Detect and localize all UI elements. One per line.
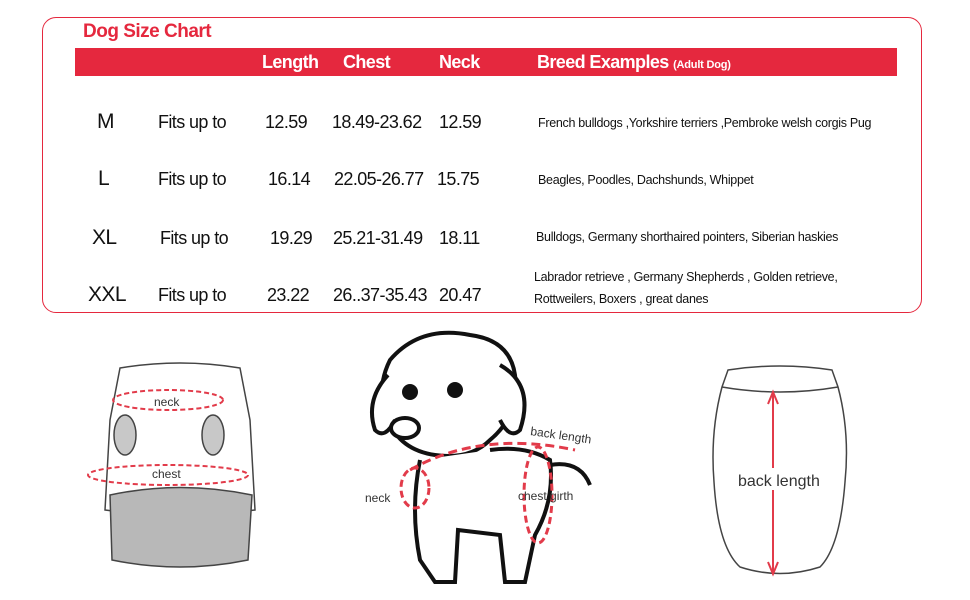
row-fits: Fits up to [158, 169, 227, 189]
header-breed-label: Breed Examples [537, 52, 669, 72]
header-length: Length [262, 52, 319, 72]
back-view-length-label: back length [738, 473, 820, 490]
row-length: 19.29 [270, 228, 313, 248]
row-length: 12.59 [265, 112, 308, 132]
row-length: 23.22 [267, 285, 310, 305]
vest-chest-label: chest [152, 467, 181, 481]
dog-back-length-label: back length [529, 424, 593, 447]
row-size: XXL [88, 283, 126, 306]
row-chest: 18.49-23.62 [332, 112, 422, 132]
header-breed-note: (Adult Dog) [673, 59, 731, 71]
row-length: 16.14 [268, 169, 311, 189]
row-size: L [98, 167, 110, 190]
row-size: XL [92, 226, 117, 249]
row-breed-line2: Rottweilers, Boxers , great danes [534, 292, 709, 306]
chart-title: Dog Size Chart [83, 21, 212, 42]
row-breed-line1: Beagles, Poodles, Dachshunds, Whippet [538, 173, 754, 187]
row-neck: 12.59 [439, 112, 482, 132]
row-chest: 26..37-35.43 [333, 285, 427, 305]
row-breed-line1: Bulldogs, Germany shorthaired pointers, Siberian haskies [536, 230, 839, 244]
vest-neck-label: neck [154, 395, 180, 409]
header-neck: Neck [439, 52, 480, 72]
row-fits: Fits up to [160, 228, 229, 248]
vest-back-illustration [700, 362, 860, 582]
row-neck: 20.47 [439, 285, 482, 305]
row-breed-line1: Labrador retrieve , Germany Shepherds , Golden retrieve, [534, 270, 838, 284]
row-fits: Fits up to [158, 285, 227, 305]
header-bar [75, 48, 897, 76]
dog-illustration [360, 320, 610, 595]
row-chest: 22.05-26.77 [334, 169, 424, 189]
vest-front-illustration [80, 360, 280, 580]
header-chest: Chest [343, 52, 391, 72]
row-size: M [97, 110, 114, 133]
row-chest: 25.21-31.49 [333, 228, 423, 248]
header-breed [537, 52, 731, 73]
row-neck: 18.11 [439, 228, 480, 248]
row-breed-line1: French bulldogs ,Yorkshire terriers ,Pembroke welsh corgis Pug [538, 116, 872, 130]
row-fits: Fits up to [158, 112, 227, 132]
dog-neck-label: neck [365, 491, 391, 505]
row-neck: 15.75 [437, 169, 480, 189]
dog-chest-girth-label: chest girth [518, 489, 574, 503]
